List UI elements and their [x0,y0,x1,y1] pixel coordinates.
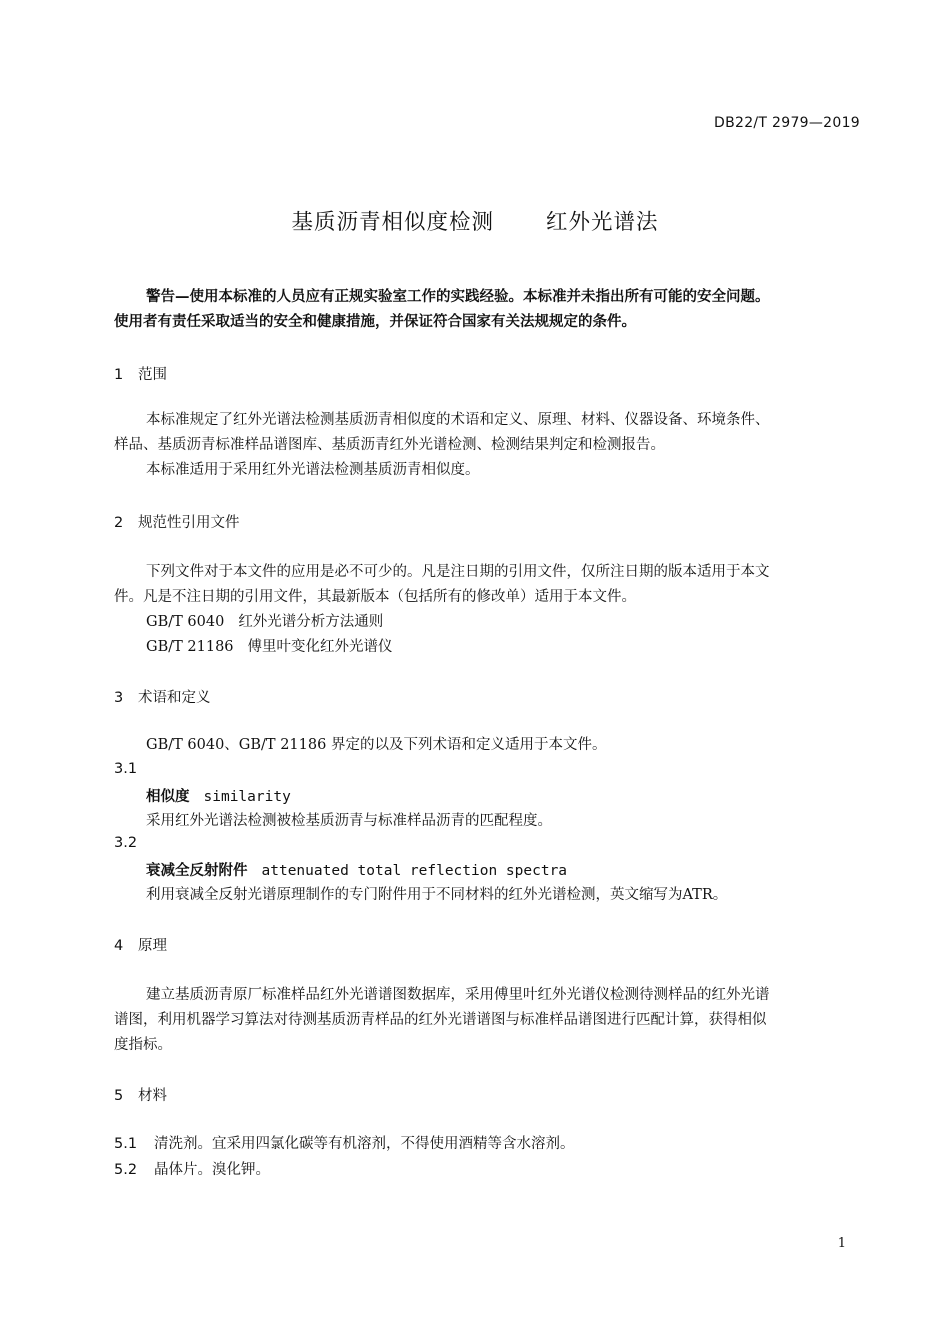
section-title: 术语和定义 [138,690,211,706]
item-text: 晶体片。溴化钾。 [154,1162,270,1178]
section-number: 4 [114,938,124,954]
term-english: attenuated total reflection spectra [261,863,568,879]
reference-item [146,635,393,656]
paragraph-line: 本标准规定了红外光谱法检测基质沥青相似度的术语和定义、原理、材料、仪器设备、环境条件、 [146,412,770,428]
section-heading-terms [114,686,211,707]
section-title: 规范性引用文件 [138,515,240,531]
term-definition: 利用衰减全反射光谱原理制作的专门附件用于不同材料的红外光谱检测，英文缩写为ATR。 [146,887,728,903]
section-number: 1 [114,367,124,383]
warning-line-2: 使用者有责任采取适当的安全和健康措施，并保证符合国家有关法规规定的条件。 [114,314,636,330]
section-number: 2 [114,515,124,531]
paragraph-line: 谱图，利用机器学习算法对待测基质沥青样品的红外光谱谱图与标准样品谱图进行匹配计算，获得相似 [114,1012,767,1028]
term-number: 3.1 [114,761,138,777]
page-number: 1 [837,1236,846,1251]
reference-code: GB/T 6040 [146,614,225,630]
item-number: 5.2 [114,1162,138,1178]
item-text: 清洗剂。宜采用四氯化碳等有机溶剂，不得使用酒精等含水溶剂。 [154,1136,575,1152]
term-english: similarity [203,789,291,805]
reference-item [146,610,383,631]
section-number: 5 [114,1088,124,1104]
reference-code: GB/T 21186 [146,639,234,655]
reference-title: 傅里叶变化红外光谱仪 [247,639,393,655]
section-title: 材料 [138,1088,167,1104]
paragraph-line: 件。凡是不注日期的引用文件，其最新版本（包括所有的修改单）适用于本文件。 [114,589,636,605]
term-entry [146,859,567,880]
section-heading-materials [114,1084,167,1105]
paragraph-line: GB/T 6040、GB/T 21186 界定的以及下列术语和定义适用于本文件。 [146,737,607,753]
section-heading-normative-references [114,511,240,532]
section-title: 原理 [138,938,167,954]
list-item [114,1158,270,1179]
term-entry [146,785,291,806]
section-title: 范围 [138,367,167,383]
title-part-1: 基质沥青相似度检测 [291,210,494,235]
paragraph-line: 下列文件对于本文件的应用是必不可少的。凡是注日期的引用文件，仅所注日期的版本适用于本文 [146,564,770,580]
paragraph-line: 建立基质沥青原厂标准样品红外光谱谱图数据库，采用傅里叶红外光谱仪检测待测样品的红外光谱 [146,987,770,1003]
term-chinese: 相似度 [146,789,190,805]
term-chinese: 衰减全反射附件 [146,863,248,879]
term-definition: 采用红外光谱法检测被检基质沥青与标准样品沥青的匹配程度。 [146,813,552,829]
paragraph-line: 样品、基质沥青标准样品谱图库、基质沥青红外光谱检测、检测结果判定和检测报告。 [114,437,665,453]
section-number: 3 [114,690,124,706]
warning-line-1: 警告—使用本标准的人员应有正规实验室工作的实践经验。本标准并未指出所有可能的安全问题。 [146,289,770,305]
section-heading-principle [114,934,167,955]
reference-title: 红外光谱分析方法通则 [238,614,384,630]
paragraph-line: 本标准适用于采用红外光谱法检测基质沥青相似度。 [146,462,480,478]
paragraph-line: 度指标。 [114,1037,172,1053]
item-number: 5.1 [114,1136,138,1152]
document-title [0,205,950,236]
term-number: 3.2 [114,835,138,851]
title-part-2: 红外光谱法 [546,210,659,235]
section-heading-scope [114,363,167,384]
document-code: DB22/T 2979—2019 [714,115,860,131]
list-item [114,1132,575,1153]
